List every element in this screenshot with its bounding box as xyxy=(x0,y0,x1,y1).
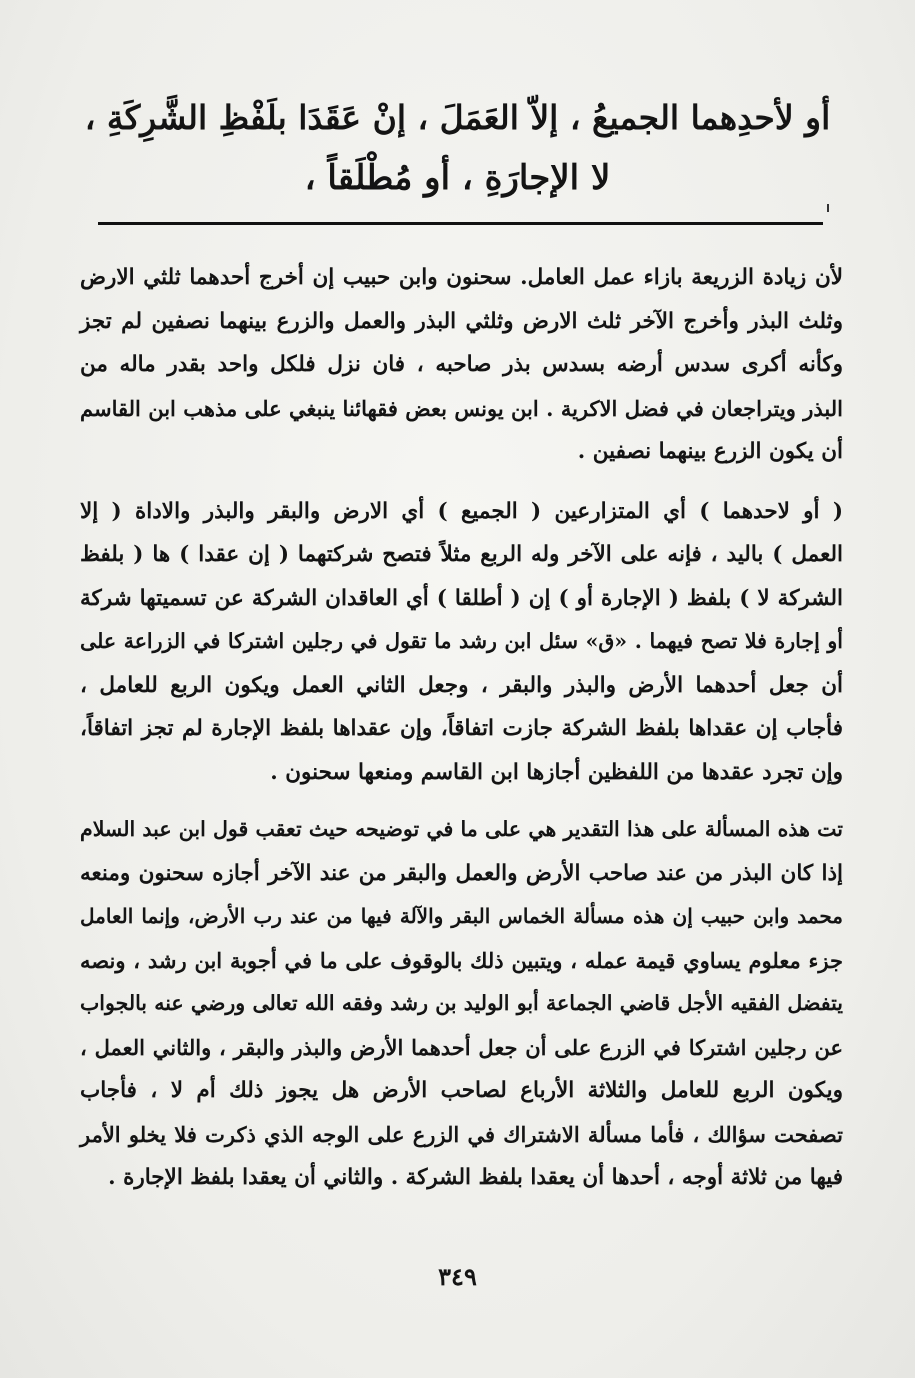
matn-heading-line: لا الإجارَةِ ، أو مُطْلَقاً ، xyxy=(304,158,611,198)
text-line: لأن زيادة الزريعة بازاء عمل العامل. سحنون وابن حبيب إن أخرج أحدهما ثلثي الارض xyxy=(80,265,843,290)
text-line: جزء معلوم يساوي قيمة عمله ، ويتبين ذلك بالوقوف على ما في أجوبة ابن رشد ، ونصه xyxy=(80,947,843,973)
text-line: تصفحت سؤالك ، فأما مسألة الاشتراك في الزرع على الوجه الذي ذكرت فلا يخلو الأمر xyxy=(80,1121,843,1147)
text-line: إذا كان البذر من عند صاحب الأرض والعمل والبقر من عند الآخر أجازه سحنون ومنعه xyxy=(80,860,843,886)
rule-mark xyxy=(827,204,829,212)
text-line: أو إجارة فلا تصح فيهما . «ق» سئل ابن رشد ما تقول في رجلين اشتركا في الزراعة على xyxy=(80,629,843,653)
text-line: فأجاب إن عقداها بلفظ الشركة جازت اتفاقاً، وإن عقداها بلفظ الإجارة لم تجز اتفاقاً، xyxy=(80,716,843,741)
text-line: تت هذه المسألة على هذا التقدير هي على ما في توضيحه حيث تعقب قول ابن عبد السلام xyxy=(80,817,843,841)
text-line: الشركة لا ) بلفظ ( الإجارة أو ) إن ( أطلقا ) أي العاقدان الشركة عن تسميتها شركة xyxy=(80,585,843,611)
text-line: البذر ويتراجعان في فضل الاكرية . ابن يونس بعض فقهائنا ينبغي على مذهب ابن القاسم xyxy=(80,395,843,421)
text-line: عن رجلين اشتركا في الزرع على أن جعل أحدهما الأرض والبذر والبقر ، والثاني العمل ، xyxy=(80,1034,843,1060)
header-rule xyxy=(98,222,823,225)
text-line: العمل ) باليد ، فإنه على الآخر وله الربع مثلاً فتصح شركتهما ( إن عقدا ) ها ( بلفظ xyxy=(80,542,843,567)
paragraph xyxy=(80,256,843,474)
text-line: ويكون الربع للعامل والثلاثة الأرباع لصاحب الأرض هل يجوز ذلك أم لا ، فأجاب xyxy=(80,1078,843,1103)
text-line: محمد وابن حبيب إن هذه مسألة الخماس البقر والآلة فيها من عند رب الأرض، وإنما العامل xyxy=(80,904,843,928)
matn-heading-line: أو لأحدِهما الجميعُ ، إلاّ العَمَلَ ، إنْ عَقَدَا بلَفْظِ الشَّرِكَةِ ، xyxy=(84,98,831,137)
paragraph xyxy=(80,490,843,795)
text-line: وكأنه أكرى سدس أرضه بسدس بذر صاحبه ، فان نزل فلكل واحد بقدر ماله من xyxy=(80,352,843,377)
text-line: ( أو لاحدهما ) أي المتزارعين ( الجميع ) أي الارض والبقر والبذر والاداة ( إلا xyxy=(80,498,843,524)
commentary-body xyxy=(80,256,843,1216)
matn-heading xyxy=(80,88,835,208)
text-line: أن يكون الزرع بينهما نصفين . xyxy=(577,439,843,464)
text-line: وإن تجرد عقدها من اللفظين أجازها ابن القاسم ومنعها سحنون . xyxy=(270,759,843,785)
paragraph xyxy=(80,808,843,1200)
text-line: يتفضل الفقيه الأجل قاضي الجماعة أبو الوليد بن رشد وفقه الله تعالى ورضي عنه بالجواب xyxy=(80,991,843,1015)
text-line: فيها من ثلاثة أوجه ، أحدها أن يعقدا بلفظ الشركة . والثاني أن يعقدا بلفظ الإجارة . xyxy=(108,1165,843,1190)
text-line: أن جعل أحدهما الأرض والبذر والبقر ، وجعل الثاني العمل ويكون الربع للعامل ، xyxy=(80,672,843,698)
page-number: ٣٤٩ xyxy=(438,1262,477,1291)
text-line: وثلث البذر وأخرج الآخر ثلث الارض وثلثي البذر والعمل والزرع بينهما نصفين لم تجز xyxy=(80,308,843,334)
